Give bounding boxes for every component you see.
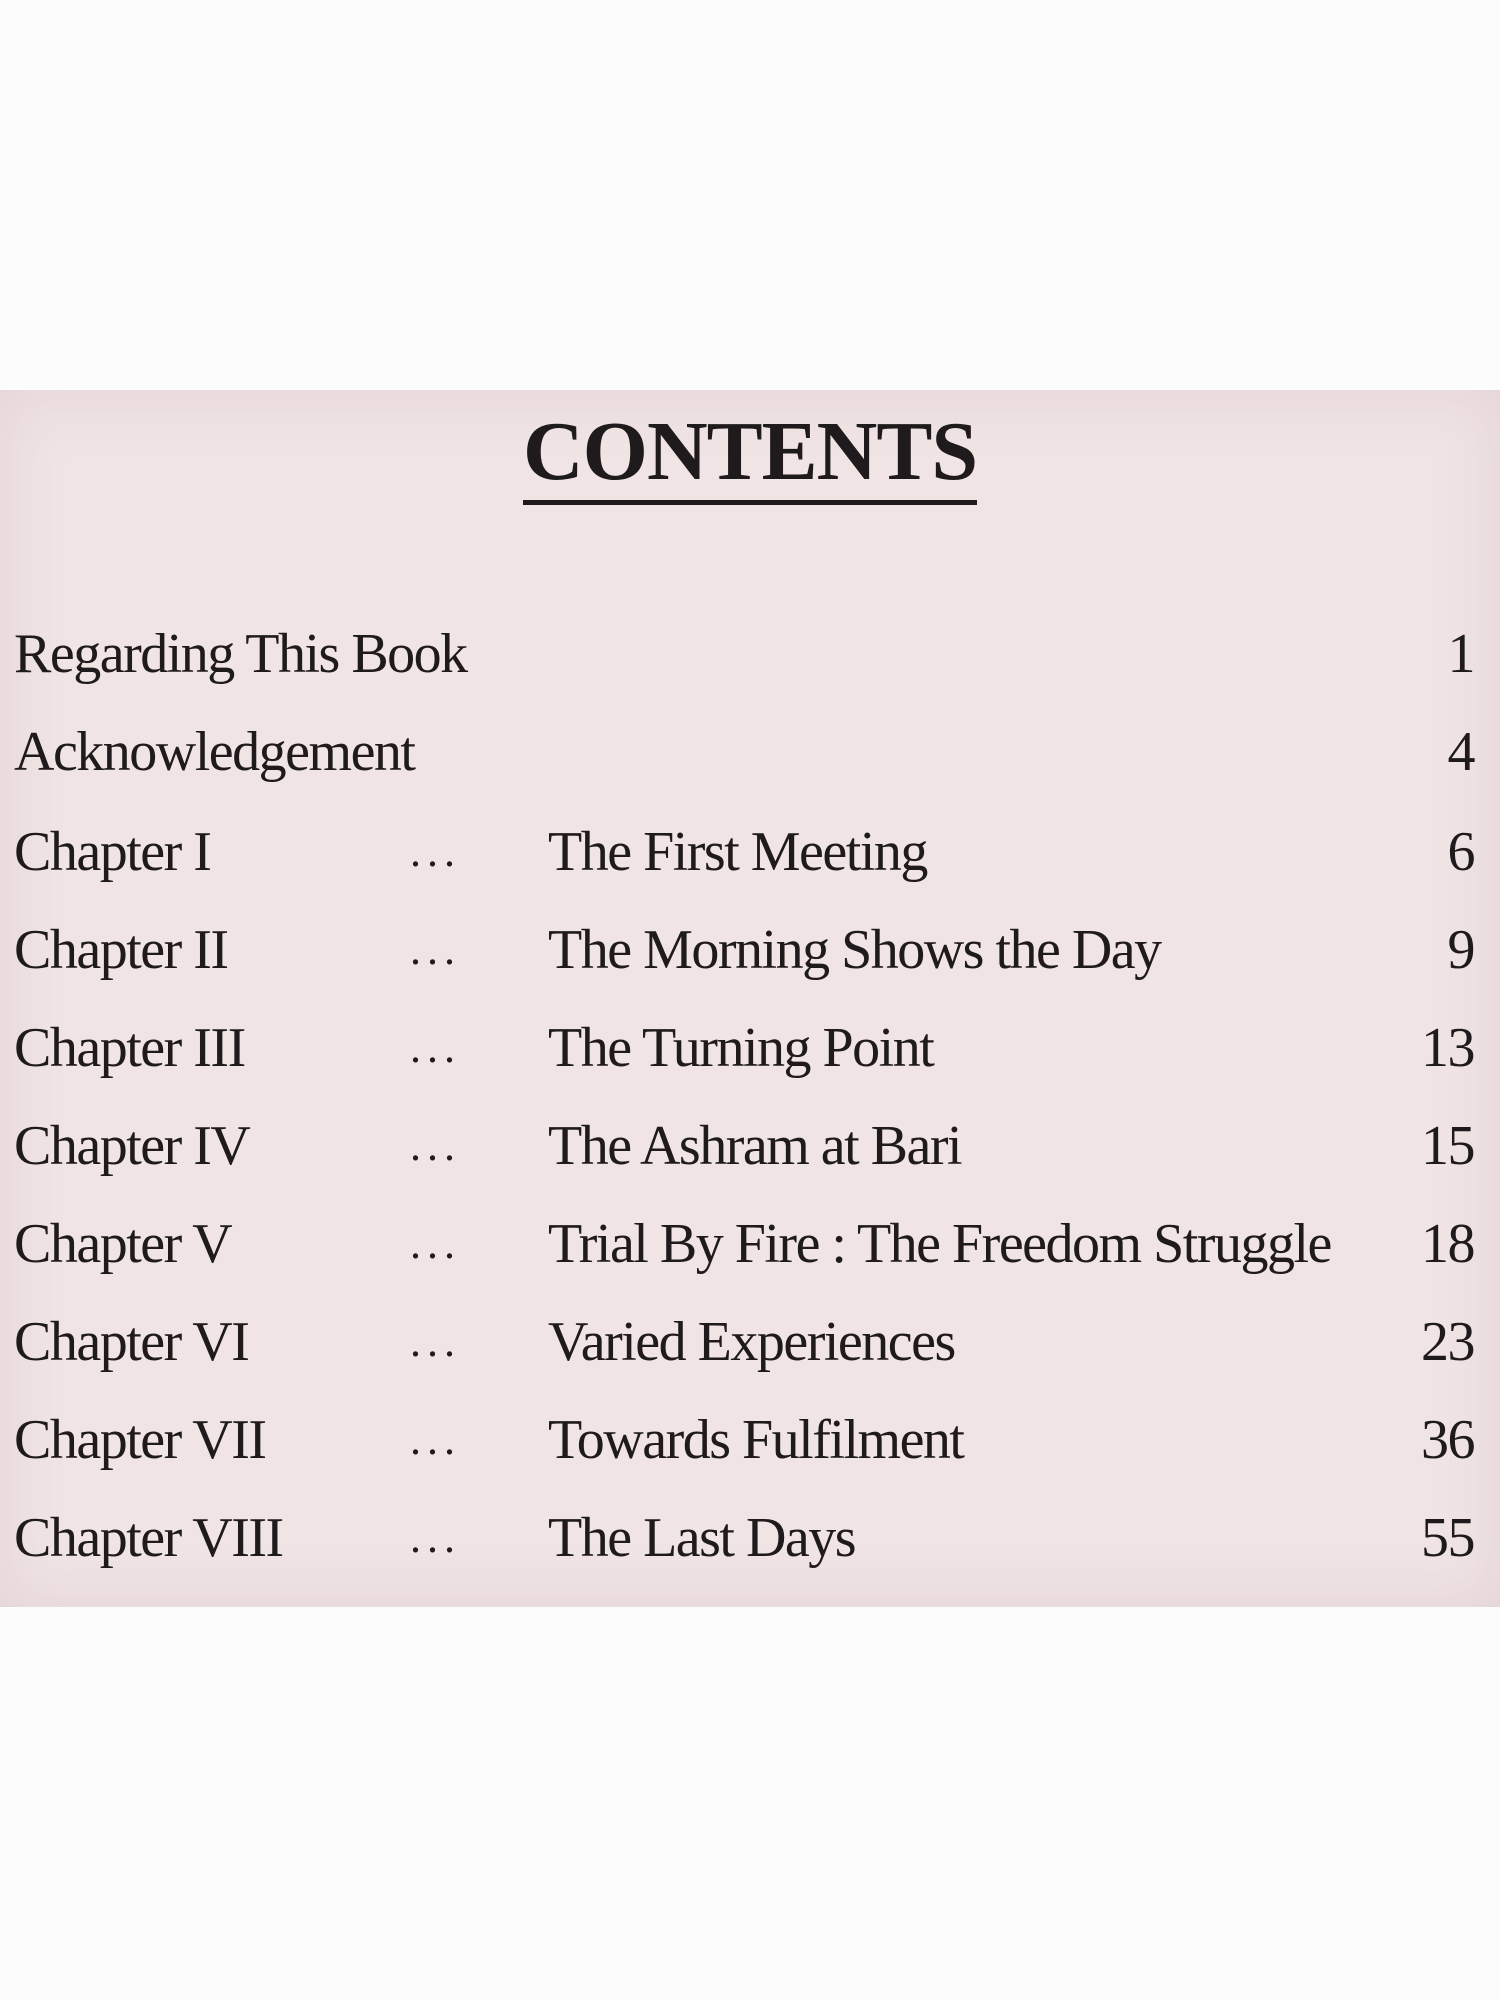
toc-entry-title: The First Meeting [548,821,927,883]
toc-entry-leader-dots: ... [410,1219,461,1268]
toc-entry-label: Acknowledgement [14,721,415,783]
toc-entry-leader-dots: ... [410,925,461,974]
toc-entry-title: The Ashram at Bari [548,1115,962,1177]
toc-entry-leader-dots: ... [410,1121,461,1170]
toc-entry-leader-dots: ... [410,1317,461,1366]
toc-entry-title: The Last Days [548,1507,856,1569]
toc-entry-title: Varied Experiences [548,1311,955,1373]
toc-entry-label: Chapter I [14,821,211,883]
toc-entry-acknowledgement [0,712,1500,792]
toc-entry-label: Chapter V [14,1213,232,1275]
toc-entry-label: Regarding This Book [14,623,467,685]
toc-entry-page: 4 [1447,721,1474,783]
toc-entry-page: 13 [1421,1017,1474,1079]
toc-entry-title: Trial By Fire : The Freedom Struggle [548,1213,1331,1275]
toc-entry-label: Chapter II [14,919,228,981]
toc-entry-page: 36 [1421,1409,1474,1471]
toc-entry-page: 6 [1447,821,1474,883]
toc-entry-leader-dots: ... [410,1513,461,1562]
toc-entry-title: The Morning Shows the Day [548,919,1161,981]
toc-entry-chapter-5 [0,1204,1500,1284]
toc-entry-chapter-8 [0,1498,1500,1578]
contents-heading-text: CONTENTS [523,405,977,505]
toc-entry-label: Chapter VII [14,1409,266,1471]
toc-entry-label: Chapter VI [14,1311,249,1373]
toc-entry-leader-dots: ... [410,1415,461,1464]
toc-entry-chapter-6 [0,1302,1500,1382]
toc-entry-label: Chapter III [14,1017,245,1079]
toc-entry-leader-dots: ... [410,827,461,876]
toc-entry-page: 55 [1421,1507,1474,1569]
toc-entry-page: 9 [1447,919,1474,981]
toc-entry-regarding-this-book [0,614,1500,694]
toc-entry-leader-dots: ... [410,1023,461,1072]
toc-entry-page: 1 [1447,623,1474,685]
toc-entry-chapter-3 [0,1008,1500,1088]
toc-entry-label: Chapter IV [14,1115,250,1177]
toc-entry-page: 23 [1421,1311,1474,1373]
toc-entry-page: 15 [1421,1115,1474,1177]
toc-entry-label: Chapter VIII [14,1507,283,1569]
toc-entry-title: Towards Fulfilment [548,1409,964,1471]
toc-entry-title: The Turning Point [548,1017,934,1079]
toc-entry-chapter-2 [0,910,1500,990]
toc-entry-chapter-1 [0,812,1500,892]
contents-heading [0,405,1500,498]
toc-entry-page: 18 [1421,1213,1474,1275]
toc-entry-chapter-7 [0,1400,1500,1480]
toc-entry-chapter-4 [0,1106,1500,1186]
